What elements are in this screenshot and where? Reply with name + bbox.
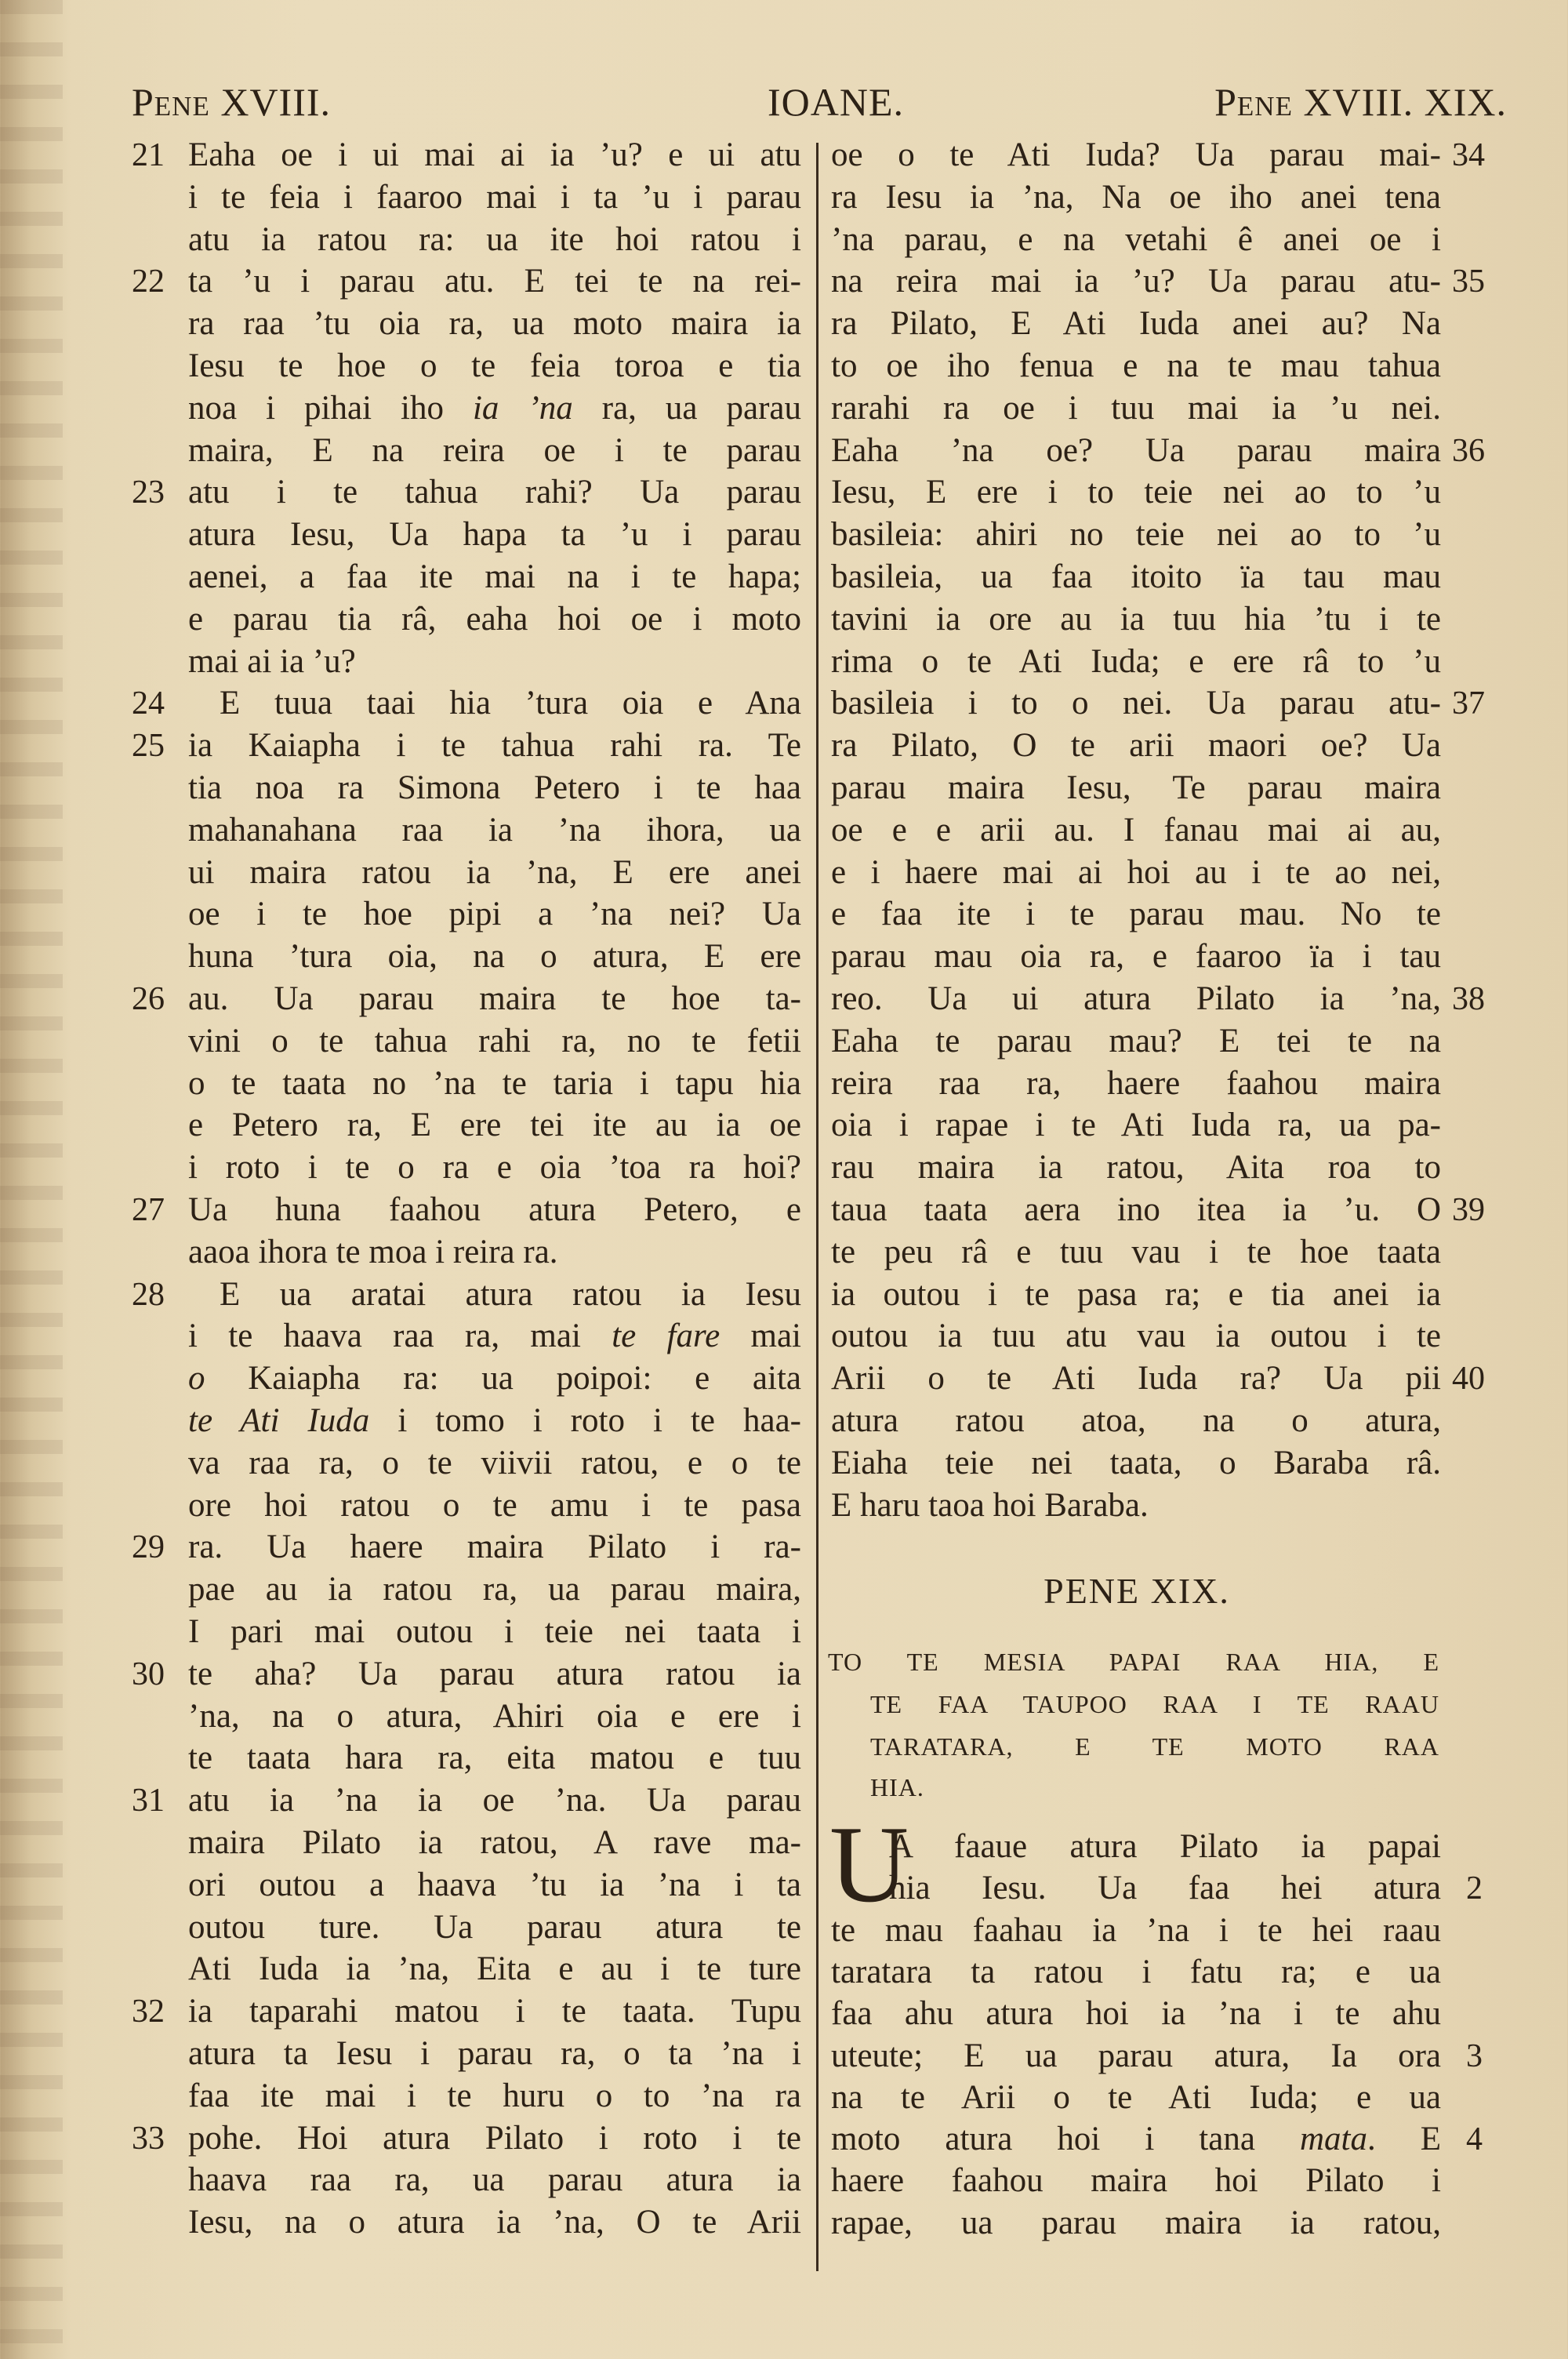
summary-line: TO TE MESIA PAPAI RAA HIA, E [828,1648,1439,1676]
line-text: te taata hara ra, eita matou e tuu [188,1739,801,1776]
line-text: ia outou i te pasa ra; e tia anei ia [831,1276,1441,1313]
verse-line [188,852,801,894]
line-text: oe i te hoe pipi a ’na nei? Ua [188,896,801,932]
verse-line [188,1315,801,1358]
verse-line [188,1274,801,1316]
verse-number: 24 [132,685,165,722]
verse-line [188,1063,801,1105]
verse-number: 40 [1452,1361,1485,1397]
verse-line [831,1274,1441,1316]
verse-line [188,134,801,176]
summary-line: TARATARA, E TE MOTO RAA [870,1732,1439,1761]
line-text: ori outou a haava ’tu ia ’na i ta [188,1866,801,1903]
line-text: ia taparahi matou i te taata. Tupu [188,1993,801,2030]
line-text: reira raa ra, haere faahou maira [831,1065,1441,1102]
verse-line [831,471,1441,514]
verse-number: 33 [132,2121,165,2157]
verse-line [831,2202,1441,2245]
summary-line: HIA. [870,1773,924,1801]
line-text: pohe. Hoi atura Pilato i roto i te [188,2120,801,2157]
verse-number: 3 [1466,2038,1483,2074]
verse-line [831,809,1441,852]
verse-line [831,682,1441,725]
verse-line [831,176,1441,219]
verse-line [831,1400,1441,1442]
line-text: hia Iesu. Ua faa hei atura [889,1870,1441,1906]
italic-text: te Ati Iuda [188,1402,370,1439]
line-text: ra, ua parau [572,390,801,427]
verse-line [831,725,1441,767]
verse-line [188,2201,801,2244]
running-head-right-word: Pene [1214,80,1293,124]
line-text: I pari mai outou i teie nei taata i [188,1613,801,1650]
verse-line [188,682,801,725]
line-text: faa ite mai i te huru o to ’na ra [188,2077,801,2114]
line-text: tavini ia ore au ia tuu hia ’tu i te [831,601,1441,638]
line-text: rima o te Ati Iuda; e ere râ to ’u [831,643,1441,680]
line-text: outou ture. Ua parau atura te [188,1909,801,1946]
verse-number: 28 [132,1277,165,1313]
line-text: taua taata aera ino itea ia ’u. O [831,1191,1441,1228]
line-text: e parau tia râ, eaha hoi oe i moto [188,601,801,638]
verse-line [188,978,801,1020]
verse-line [831,219,1441,261]
verse-line [831,2035,1441,2077]
verse-line [188,1948,801,1990]
line-text: . E [1367,2121,1441,2157]
line-text: i tomo i roto i te haa- [369,1402,802,1439]
line-text: mahanahana raa ia ’na ihora, ua [188,812,801,849]
line-text: mai ai ia ’u? [188,643,356,680]
chapter-heading: PENE XIX. [1044,1571,1230,1611]
line-text: tia noa ra Simona Petero i te haa [188,769,801,806]
line-text: oia i rapae i te Ati Iuda ra, ua pa- [831,1107,1441,1143]
verse-line [831,1951,1441,1994]
verse-line [188,1442,801,1485]
verse-line [188,2117,801,2160]
line-text: Eiaha teie nei taata, o Baraba râ. [831,1445,1441,1481]
line-text: noa i pihai iho [188,390,473,427]
line-text: E haru taoa hoi Baraba. [831,1487,1149,1524]
line-text: Eaha te parau mau? E tei te na [831,1023,1441,1060]
verse-line [831,936,1441,978]
line-text: atu ia ratou ra: ua ite hoi ratou i [188,221,801,258]
verse-line [831,345,1441,387]
line-text: ia Kaiapha i te tahua rahi ra. Te [188,727,801,764]
line-text: Eaha ’na oe? Ua parau maira [831,432,1441,469]
verse-line [188,1231,801,1274]
verse-number: 38 [1452,981,1485,1017]
verse-line [188,598,801,641]
line-text: outou ia tuu atu vau ia outou i te [831,1318,1441,1354]
verse-line [188,1568,801,1611]
line-text: ta ’u i parau atu. E tei te na rei- [188,263,801,300]
line-text: Eaha oe i ui mai ai ia ’u? e ui atu [188,136,801,173]
line-text: Ua huna faahou atura Petero, e [188,1191,801,1228]
verse-line [831,978,1441,1020]
line-text: taratara ta ratou i fatu ra; e ua [831,1954,1441,1990]
verse-number: 39 [1452,1192,1485,1228]
verse-line [188,303,801,345]
running-head-left-chapter: XVIII. [220,80,332,124]
verse-number: 21 [132,137,165,173]
verse-number: 22 [132,264,165,300]
verse-line [188,893,801,936]
verse-line [188,1653,801,1696]
verse-line [188,767,801,809]
verse-line [188,1696,801,1738]
line-text: aenei, a faa ite mai na i te hapa; [188,558,801,595]
verse-line [188,641,801,683]
line-text: oe e e arii au. I fanau mai ai au, [831,812,1441,849]
line-text: to oe iho fenua e na te mau tahua [831,347,1441,384]
line-text: mai [720,1318,802,1354]
verse-line [831,1910,1441,1952]
line-text: basileia i to o nei. Ua parau atu- [831,685,1441,722]
line-text: Iesu, E ere i to teie nei ao to ’u [831,474,1441,511]
running-head-center: IOANE. [767,80,905,124]
verse-line [831,430,1441,472]
line-text: atura ta Iesu i parau ra, o ta ’na i [188,2035,801,2072]
verse-line [188,430,801,472]
running-head-right [1214,75,1507,129]
line-text: ra Pilato, E Ati Iuda anei au? Na [831,305,1441,342]
verse-line [831,556,1441,598]
verse-line [831,2118,1441,2161]
line-text: ui maira ratou ia ’na, E ere anei [188,854,801,891]
verse-line [188,2159,801,2201]
verse-line [831,893,1441,936]
line-text: te peu râ e tuu vau i te hoe taata [831,1234,1441,1270]
verse-number: 29 [132,1529,165,1565]
verse-line [831,260,1441,303]
verse-line [188,345,801,387]
verse-line [188,1906,801,1949]
line-text: E tuua taai hia ’tura oia e Ana [220,685,801,722]
verse-line [831,1063,1441,1105]
verse-line [831,852,1441,894]
line-text: faa ahu atura hoi ia ’na i te ahu [831,1995,1441,2032]
running-head-left-word: Pene [132,80,210,124]
verse-number: 2 [1466,1870,1483,1906]
verse-line [188,1189,801,1231]
verse-line [831,1020,1441,1063]
verse-line [188,387,801,430]
verse-line [889,1867,1441,1910]
line-text: te aha? Ua parau atura ratou ia [188,1656,801,1692]
verse-line [831,514,1441,556]
line-text: ’na, na o atura, Ahiri oia e ere i [188,1698,801,1735]
line-text: i te feia i faaroo mai i ta ’u i parau [188,179,801,216]
line-text: rau maira ia ratou, Aita roa to [831,1149,1441,1186]
italic-text: ia ’na [472,390,573,427]
line-text: ra. Ua haere maira Pilato i ra- [188,1528,801,1565]
line-text: rapae, ua parau maira ia ratou, [831,2205,1441,2241]
line-text: atura ratou atoa, na o atura, [831,1402,1441,1439]
verse-number: 23 [132,474,165,511]
verse-line [188,725,801,767]
line-text: A faaue atura Pilato ia papai [889,1828,1441,1865]
verse-line [188,2075,801,2117]
line-text: moto atura hoi i tana [831,2121,1300,2157]
line-text: ore hoi ratou o te amu i te pasa [188,1487,801,1524]
line-text: e Petero ra, E ere tei ite au ia oe [188,1107,801,1143]
verse-line [831,303,1441,345]
running-head-right-chapters: XVIII. XIX. [1303,80,1507,124]
verse-line [831,1147,1441,1189]
verse-line [831,1993,1441,2035]
italic-text: o [188,1360,205,1397]
italic-text: te fare [612,1318,720,1354]
verse-line [831,1485,1441,1527]
line-text: uteute; E ua parau atura, Ia ora [831,2037,1441,2074]
verse-line [188,1400,801,1442]
verse-number: 37 [1452,685,1485,722]
verse-line [831,2077,1441,2119]
verse-line [188,1864,801,1906]
line-text: Arii o te Ati Iuda ra? Ua pii [831,1360,1441,1397]
verse-line [831,1358,1441,1400]
line-text: Ati Iuda ia ’na, Eita e au i te ture [188,1950,801,1987]
line-text: ra Pilato, O te arii maori oe? Ua [831,727,1441,764]
line-text: e i haere mai ai hoi au i te ao nei, [831,854,1441,891]
verse-number: 26 [132,981,165,1017]
verse-number: 27 [132,1192,165,1228]
verse-line [188,1779,801,1822]
verse-line [188,471,801,514]
line-text: Iesu, na o atura ia ’na, O te Arii [188,2204,801,2241]
verse-line [188,1990,801,2033]
verse-line [188,1104,801,1147]
verse-line [188,2033,801,2075]
verse-line [188,556,801,598]
verse-line [831,1189,1441,1231]
verse-line [831,387,1441,430]
line-text: oe o te Ati Iuda? Ua parau mai- [831,136,1441,173]
verse-line [188,1822,801,1864]
verse-line [831,134,1441,176]
line-text: na reira mai ia ’u? Ua parau atu- [831,263,1441,300]
italic-text: mata [1299,2121,1367,2157]
verse-line [188,1737,801,1779]
verse-line [831,1442,1441,1485]
verse-line [831,2160,1441,2202]
line-text: E ua aratai atura ratou ia Iesu [220,1276,801,1313]
line-text: Iesu te hoe o te feia toroa e tia [188,347,801,384]
verse-line [831,767,1441,809]
verse-number: 25 [132,728,165,764]
line-text: ’na parau, e na vetahi ê anei oe i [831,221,1441,258]
line-text: ra Iesu ia ’na, Na oe iho anei tena [831,179,1441,216]
line-text: Kaiapha ra: ua poipoi: e aita [205,1360,801,1397]
line-text: na te Arii o te Ati Iuda; e ua [831,2079,1441,2116]
verse-number: 32 [132,1994,165,2030]
adjacent-page-edge [0,0,63,2359]
line-text: huna ’tura oia, na o atura, E ere [188,938,801,975]
verse-line [188,1526,801,1568]
line-text: basileia, ua faa itoito ïa tau mau [831,558,1441,595]
verse-line [831,1104,1441,1147]
line-text: i roto i te o ra e oia ’toa ra hoi? [188,1149,801,1186]
verse-line [831,1231,1441,1274]
line-text: va raa ra, o te viivii ratou, e o te [188,1445,801,1481]
verse-line [188,1147,801,1189]
line-text: atu ia ’na ia oe ’na. Ua parau [188,1782,801,1819]
line-text: ra raa ’tu oia ra, ua moto maira ia [188,305,801,342]
verse-line [188,1020,801,1063]
line-text: au. Ua parau maira te hoe ta- [188,980,801,1017]
line-text: parau maira Iesu, Te parau maira [831,769,1441,806]
verse-line [188,936,801,978]
verse-number: 30 [132,1656,165,1692]
verse-number: 36 [1452,433,1485,469]
line-text: parau mau oia ra, e faaroo ïa i tau [831,938,1441,975]
verse-line [831,598,1441,641]
line-text: reo. Ua ui atura Pilato ia ’na, [831,980,1441,1017]
line-text: haere faahou maira hoi Pilato i [831,2162,1441,2199]
verse-line [889,1826,1441,1868]
line-text: aaoa ihora te moa i reira ra. [188,1234,558,1270]
verse-number: 4 [1466,2121,1483,2157]
verse-line [188,176,801,219]
verse-line [831,641,1441,683]
verse-line [188,260,801,303]
line-text: rarahi ra oe i tuu mai ia ’u nei. [831,390,1441,427]
line-text: i te haava raa ra, mai [188,1318,612,1354]
line-text: maira, E na reira oe i te parau [188,432,801,469]
drop-cap: U [829,1804,909,1925]
summary-line: TE FAA TAUPOO RAA I TE RAAU [870,1690,1439,1718]
verse-number: 34 [1452,137,1485,173]
verse-number: 31 [132,1783,165,1819]
line-text: maira Pilato ia ratou, A rave ma- [188,1824,801,1861]
line-text: atura Iesu, Ua hapa ta ’u i parau [188,516,801,553]
line-text: atu i te tahua rahi? Ua parau [188,474,801,511]
line-text: pae au ia ratou ra, ua parau maira, [188,1571,801,1608]
verse-line [188,219,801,261]
line-text: te mau faahau ia ’na i te hei raau [831,1912,1441,1949]
verse-number: 35 [1452,264,1485,300]
line-text: haava raa ra, ua parau atura ia [188,2161,801,2198]
line-text: o te taata no ’na te taria i tapu hia [188,1065,801,1102]
line-text: vini o te tahua rahi ra, no te fetii [188,1023,801,1060]
verse-line [831,1315,1441,1358]
verse-line [188,1611,801,1653]
verse-line [188,1485,801,1527]
verse-line [188,809,801,852]
line-text: e faa ite i te parau mau. No te [831,896,1441,932]
verse-line [188,1358,801,1400]
column-rule [816,143,818,2271]
line-text: basileia: ahiri no teie nei ao to ’u [831,516,1441,553]
verse-line [188,514,801,556]
